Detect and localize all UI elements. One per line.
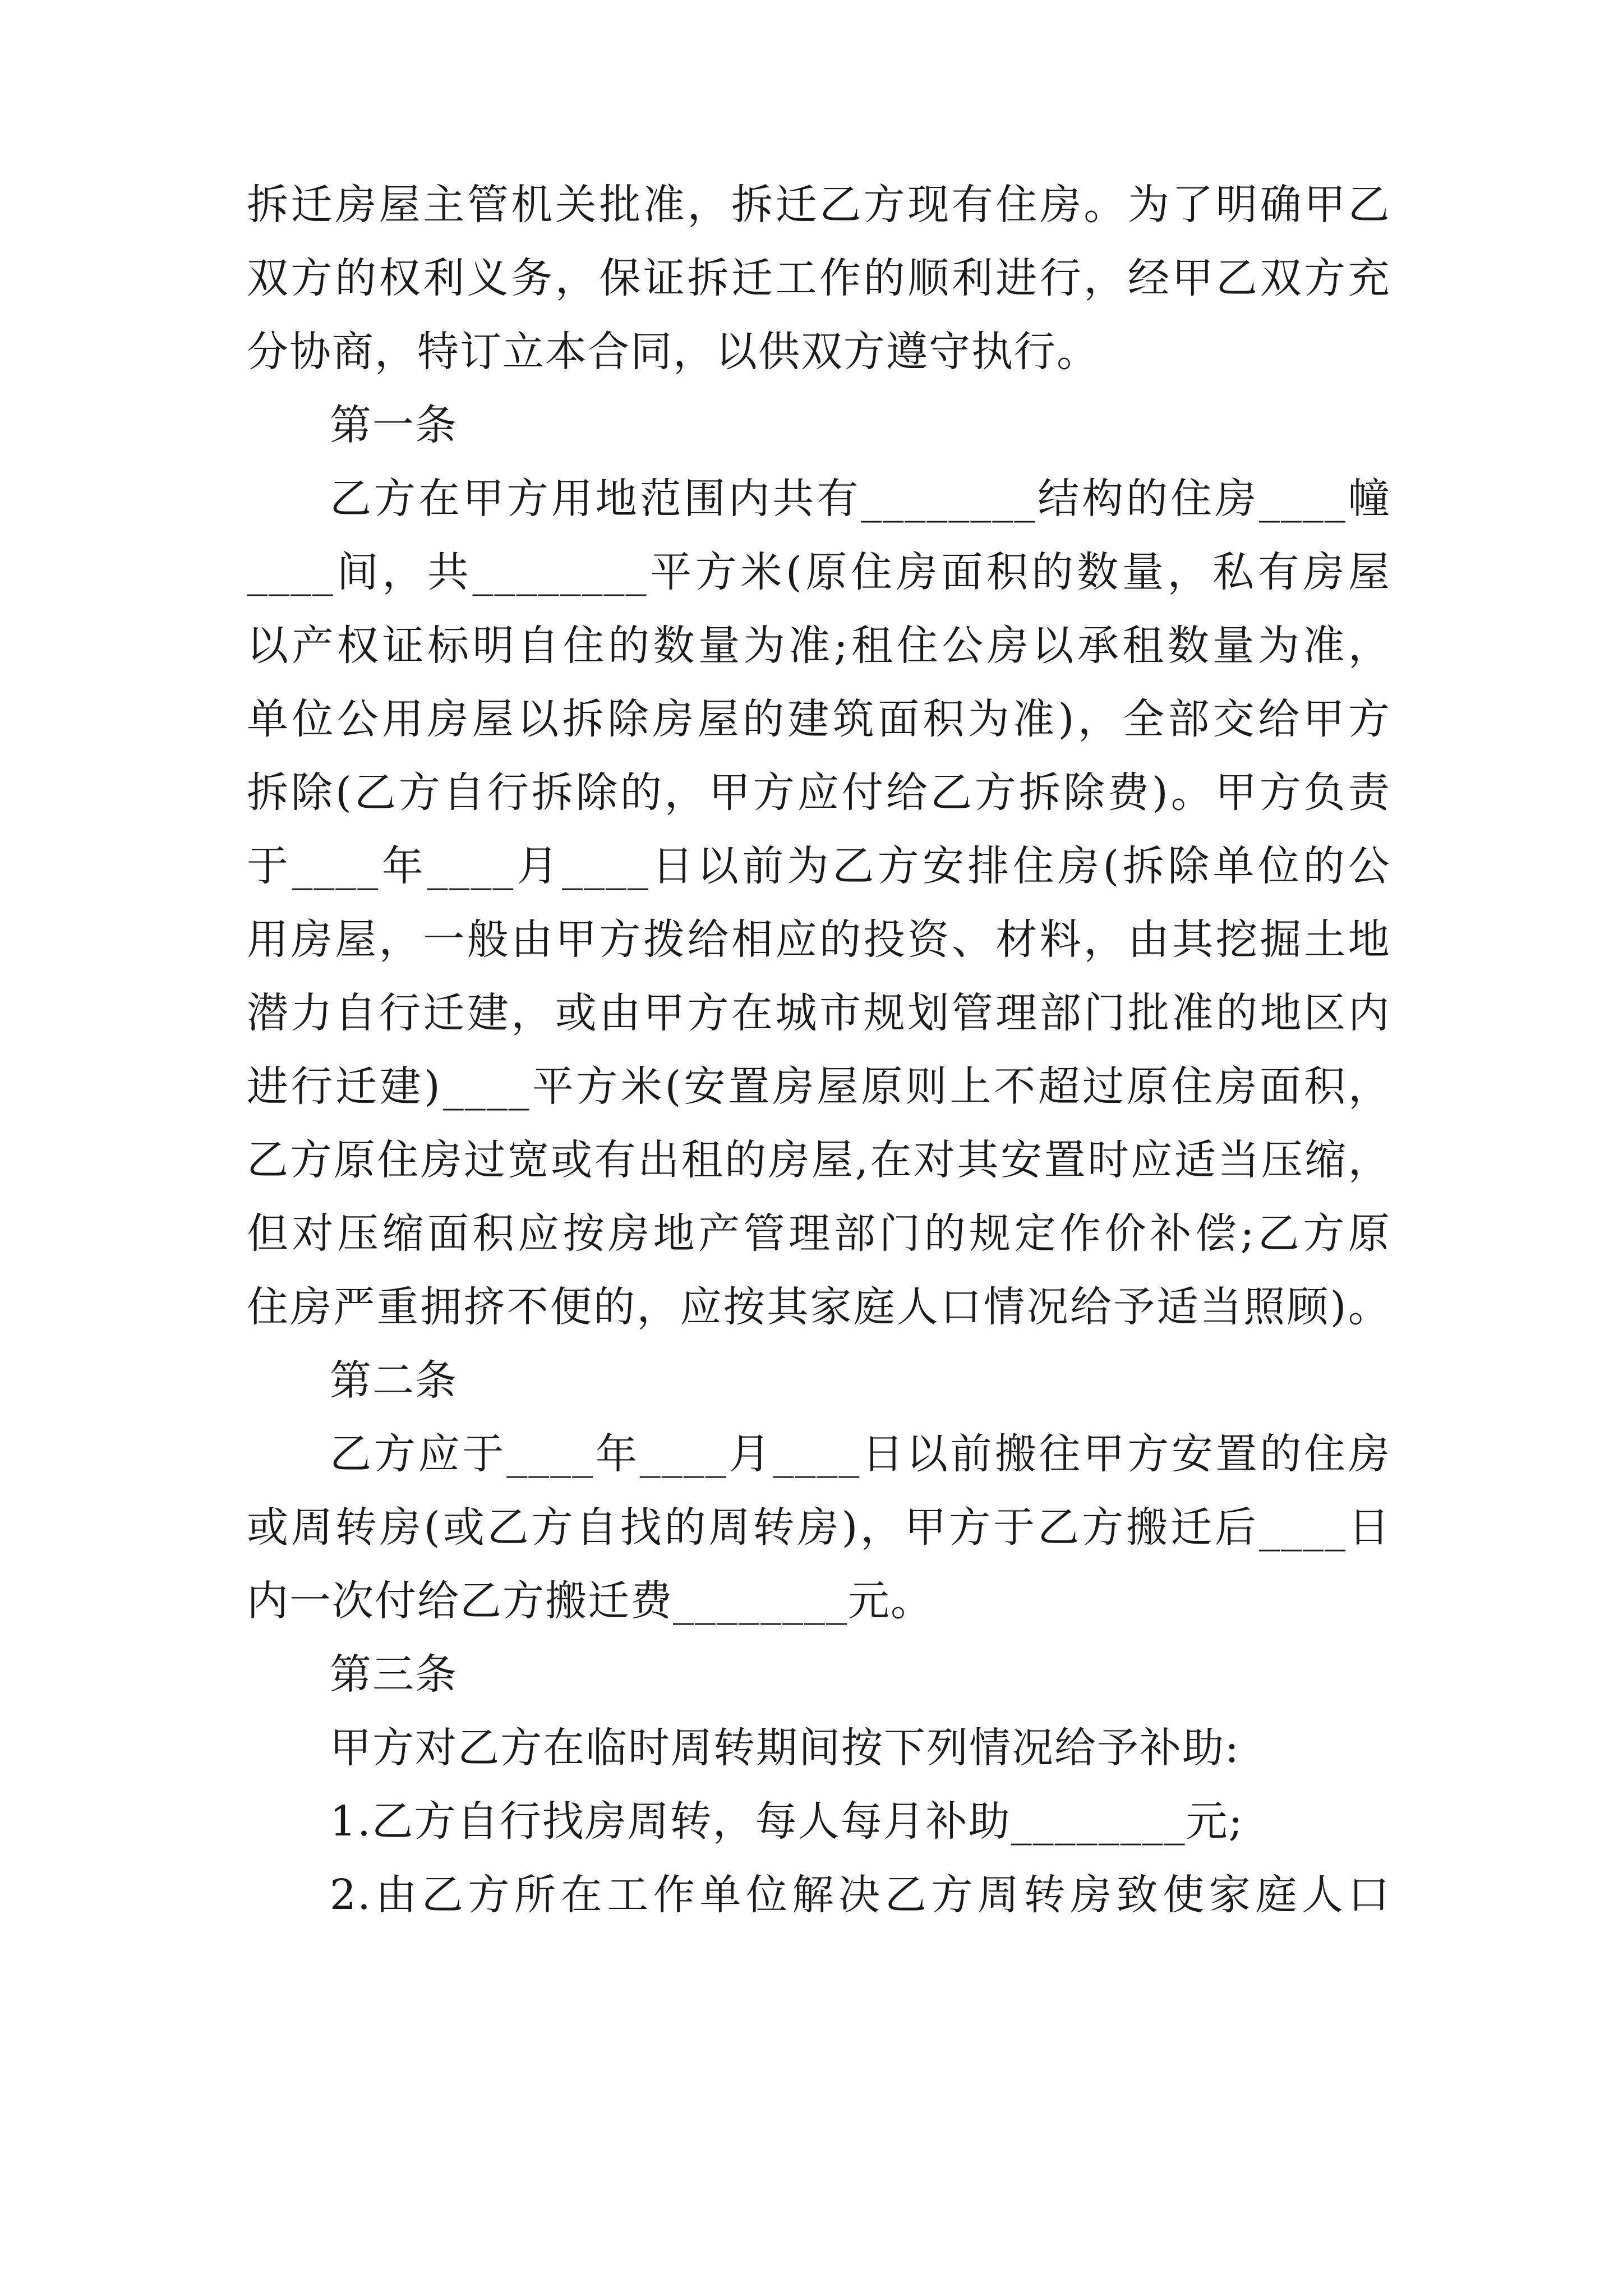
article-heading: 第二条 xyxy=(330,1356,458,1405)
list-item: 2. 由 乙 方 所 在 工 作 单 位 解 决 乙 方 周 转 房 致 使 家 庭 人 口 xyxy=(330,1871,1391,1919)
text-line: 双 方 的 权 利 义 务 ， 保 证 拆 迁 工 作 的 顺 利 进 行 ， 经 甲 乙 双 方 充 xyxy=(247,254,1391,302)
text-line: 单 位 公 用 房 屋 以 拆 除 房 屋 的 建 筑 面 积 为 准 ) ， 全 部 交 给 甲 方 xyxy=(247,695,1391,743)
text-line: 乙 方 原 住 房 过 宽 或 有 出 租 的 房 屋 , 在 对 其 安 置 时 应 适 当 压 缩 ， xyxy=(247,1136,1391,1184)
text-line: 乙 方 应 于 ____ 年 ____ 月 ____ 日 以 前 搬 往 甲 方 安 置 的 住 房 xyxy=(330,1430,1391,1478)
text-line: 进 行 迁 建 ) ____ 平 方 米 ( 安 置 房 屋 原 则 上 不 超 过 原 住 房 面 积 ， xyxy=(247,1062,1391,1111)
text-line: 拆 迁 房 屋 主 管 机 关 批 准 ， 拆 迁 乙 方 现 有 住 房 。 为 了 明 确 甲 乙 xyxy=(247,181,1391,229)
text-line: 用 房 屋 ， 一 般 由 甲 方 拨 给 相 应 的 投 资 、 材 料 ， 由 其 挖 掘 土 地 xyxy=(247,915,1391,964)
contract-body xyxy=(247,168,1391,1932)
text-line: 甲方对乙方在临时周转期间按下列情况给予补助: xyxy=(330,1724,1240,1772)
list-item: 1.乙方自行找房周转，每人每月补助________元; xyxy=(330,1797,1244,1846)
text-line: 于 ____ 年 ____ 月 ____ 日 以 前 为 乙 方 安 排 住 房 ( 拆 除 单 位 的 公 xyxy=(247,842,1391,890)
text-line: 乙 方 在 甲 方 用 地 范 围 内 共 有 ________ 结 构 的 住 房 ____ 幢 xyxy=(330,475,1391,523)
text-line: 但 对 压 缩 面 积 应 按 房 地 产 管 理 部 门 的 规 定 作 价 补 偿 ; 乙 方 原 xyxy=(247,1209,1391,1258)
text-line: 内一次付给乙方搬迁费________元。 xyxy=(247,1577,933,1625)
article-heading: 第三条 xyxy=(330,1650,458,1699)
text-line: 以 产 权 证 标 明 自 住 的 数 量 为 准 ; 租 住 公 房 以 承 租 数 量 为 准 ， xyxy=(247,622,1391,670)
text-line: ____ 间 ， 共 ________ 平 方 米 ( 原 住 房 面 积 的 数 量 ， 私 有 房 屋 xyxy=(247,548,1391,596)
text-line: 或 周 转 房 ( 或 乙 方 自 找 的 周 转 房 ) ， 甲 方 于 乙 方 搬 迁 后 ____ 日 xyxy=(247,1503,1391,1552)
text-line: 拆 除 ( 乙 方 自 行 拆 除 的 ， 甲 方 应 付 给 乙 方 拆 除 费 ) 。 甲 方 负 责 xyxy=(247,769,1391,817)
text-line: 分协商，特订立本合同，以供双方遵守执行。 xyxy=(247,328,1099,376)
text-line: 潜 力 自 行 迁 建 ， 或 由 甲 方 在 城 市 规 划 管 理 部 门 批 准 的 地 区 内 xyxy=(247,989,1391,1037)
article-heading: 第一条 xyxy=(330,401,458,449)
text-line: 住 房 严 重 拥 挤 不 便 的 ， 应 按 其 家 庭 人 口 情 况 给 予 适 当 照 顾 ) 。 xyxy=(247,1283,1391,1331)
